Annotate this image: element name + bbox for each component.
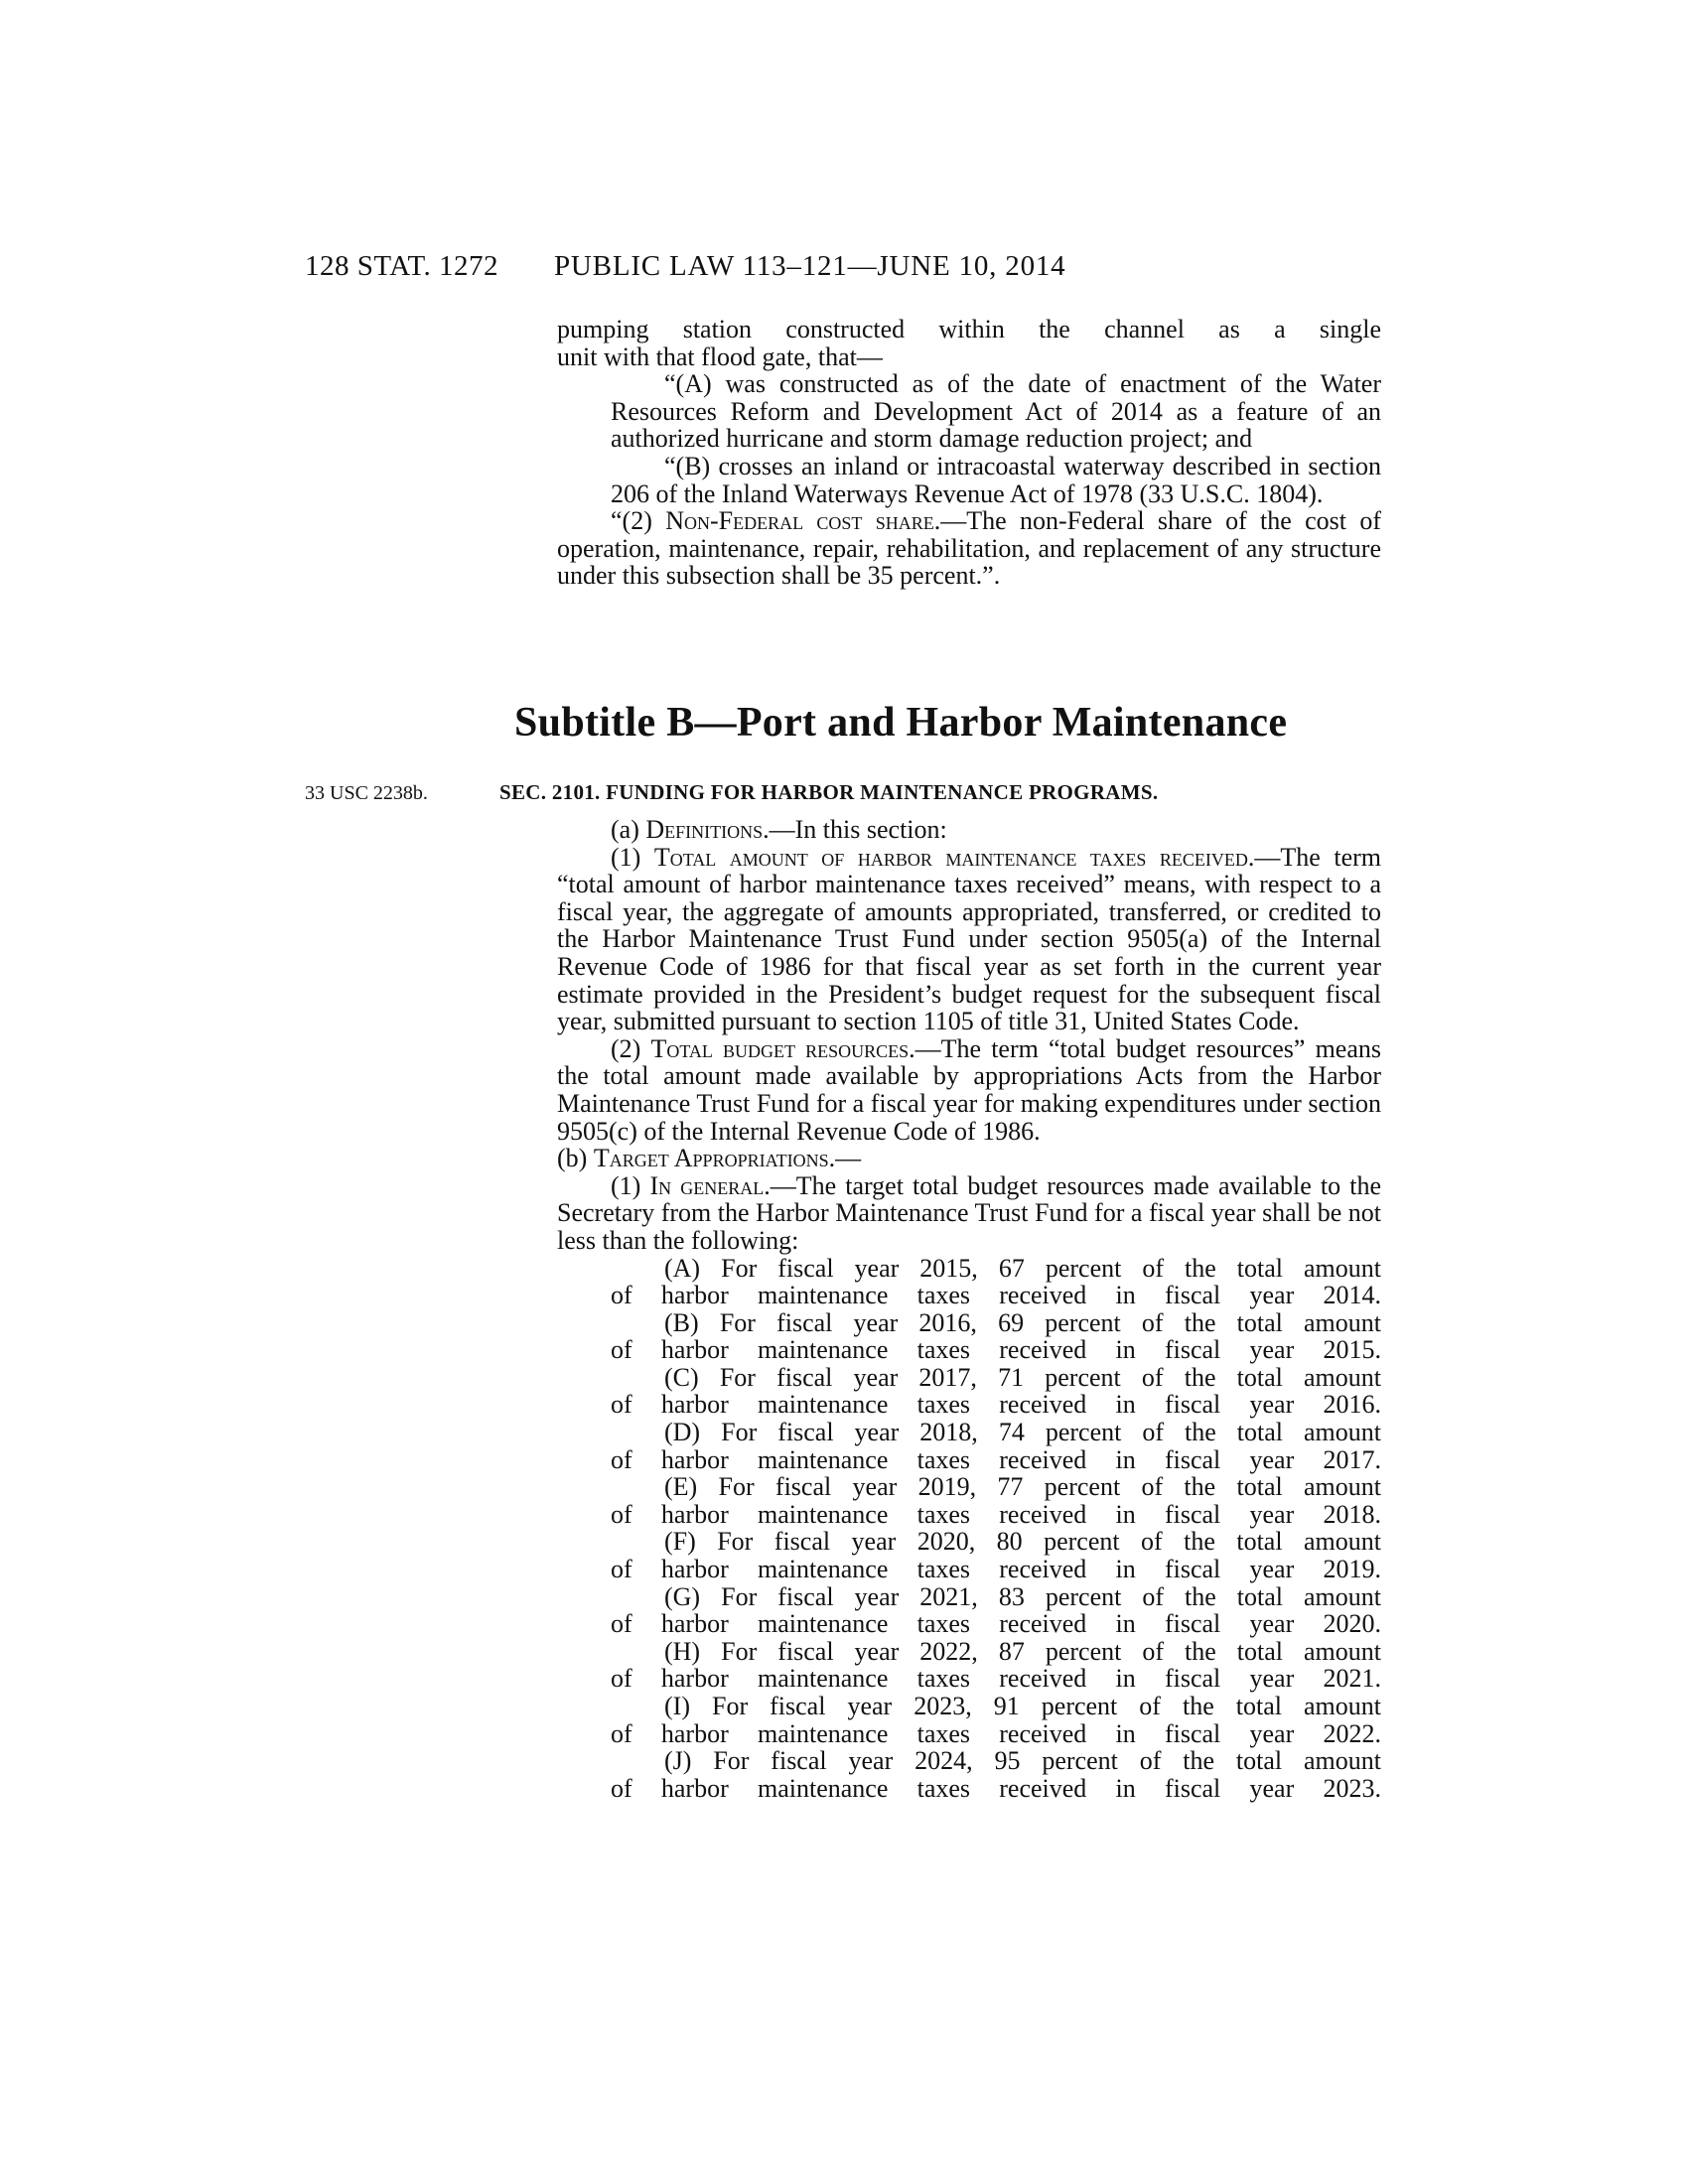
target-item-d-line-1: (D) For fiscal year 2018, 74 percent of the total amount: [664, 1418, 1381, 1447]
target-list: [557, 1255, 1381, 1803]
subsection-b-heading: Target Appropriations: [593, 1144, 829, 1173]
paragraph-2-number: “(2): [611, 506, 666, 536]
subsection-b: [557, 1145, 1381, 1172]
target-item-h-line-1: (H) For fiscal year 2022, 87 percent of the total amount: [664, 1636, 1381, 1666]
subsection-a: [557, 816, 1381, 844]
section-heading: SEC. 2101. FUNDING FOR HARBOR MAINTENANCE PROGRAMS.: [499, 780, 1159, 804]
subsection-a-heading: Definitions: [645, 815, 764, 844]
target-item-g-line-2: of harbor maintenance taxes received in fiscal year 2020.: [611, 1609, 1381, 1639]
target-item-e-line-2: of harbor maintenance taxes received in fiscal year 2018.: [611, 1499, 1381, 1529]
target-item-e-line-1: (E) For fiscal year 2019, 77 percent of the total amount: [664, 1472, 1381, 1502]
target-item-b-line-2: of harbor maintenance taxes received in fiscal year 2015.: [611, 1335, 1381, 1365]
paragraph-2-heading: Non-Federal cost share: [665, 506, 934, 536]
target-item-d-line-2: of harbor maintenance taxes received in fiscal year 2017.: [611, 1444, 1381, 1474]
general-paragraph-number: (1): [611, 1170, 650, 1200]
target-item-f-line-2: of harbor maintenance taxes received in fiscal year 2019.: [611, 1555, 1381, 1584]
target-item-i-line-2: of harbor maintenance taxes received in fiscal year 2022.: [611, 1718, 1381, 1748]
definition-1: [557, 844, 1381, 1035]
target-item-c-line-1: (C) For fiscal year 2017, 71 percent of the total amount: [664, 1362, 1381, 1392]
general-paragraph-text: .—The target total budget resources made available to the Secretary from the Harbor Maintenance Trust Fund for a fiscal year shall be not less than the following:: [557, 1170, 1381, 1255]
paragraph-2-text: .—The non-Federal share of the cost of operation, maintenance, repair, rehabilitation, and replacement of any structure under this subsection shall be 35 percent.”.: [557, 506, 1382, 591]
target-item-j-line-1: (J) For fiscal year 2024, 95 percent of the total amount: [664, 1746, 1381, 1776]
clause-b: “(B) crosses an inland or intracoastal waterway described in section 206 of the Inland Waterways Revenue Act of 1978 (33 U.S.C. 1804).: [611, 451, 1381, 508]
target-item-i-line-1: (I) For fiscal year 2023, 91 percent of the total amount: [664, 1692, 1381, 1720]
target-item-c-line-2: of harbor maintenance taxes received in fiscal year 2016.: [611, 1390, 1381, 1420]
subtitle-heading: Subtitle B—Port and Harbor Maintenance: [514, 700, 1288, 746]
running-head-title: PUBLIC LAW 113–121—JUNE 10, 2014: [554, 250, 1066, 282]
intro-line-2: unit with that flood gate, that—: [557, 341, 883, 371]
target-item-f-line-1: (F) For fiscal year 2020, 80 percent of the total amount: [664, 1527, 1381, 1557]
general-paragraph-heading: In general: [649, 1170, 765, 1200]
definition-1-heading: Total amount of harbor maintenance taxes received: [653, 842, 1248, 872]
subsection-a-number: (a): [611, 815, 646, 844]
subsection-b-text: .—: [828, 1144, 862, 1173]
subsection-a-text: .—In this section:: [763, 815, 947, 844]
definition-2-number: (2): [611, 1033, 651, 1063]
target-item-b-line-1: (B) For fiscal year 2016, 69 percent of the total amount: [664, 1307, 1381, 1337]
definition-2: [557, 1035, 1381, 1145]
definition-1-text: .—The term “total amount of harbor maintenance taxes received” means, with respect to a fiscal year, the aggregate of amounts appropriated, transferred, or credited to the Harbor Maintenance Trust Fund under section 9505(a) of the Internal Revenue Code of 1986 for that fiscal year as set forth in the current year estimate provided in the President’s budget request for the subsequent fiscal year, submitted pursuant to section 1105 of title 31, United States Code.: [557, 842, 1382, 1036]
intro-line-1: pumping station constructed within the channel as a single: [557, 315, 1381, 343]
general-paragraph: [557, 1172, 1381, 1255]
definition-2-text: .—The term “total budget resources” means the total amount made available by appropriations Acts from the Harbor Maintenance Trust Fund for a fiscal year for making expenditures under section 9505(c) of the Internal Revenue Code of 1986.: [557, 1033, 1381, 1146]
section-body: [557, 816, 1381, 1802]
target-item-j-line-2: of harbor maintenance taxes received in fiscal year 2023.: [611, 1773, 1381, 1803]
margin-citation: 33 USC 2238b.: [305, 782, 428, 804]
stat-reference: 128 STAT. 1272: [305, 250, 499, 282]
definition-1-number: (1): [611, 842, 654, 872]
target-item-a-line-2: of harbor maintenance taxes received in fiscal year 2014.: [611, 1281, 1381, 1310]
target-item-h-line-2: of harbor maintenance taxes received in fiscal year 2021.: [611, 1664, 1381, 1694]
paragraph-2: [557, 507, 1381, 590]
continuation-block: [557, 316, 1381, 590]
target-item-a-line-1: (A) For fiscal year 2015, 67 percent of the total amount: [664, 1253, 1381, 1283]
clause-a: “(A) was constructed as of the date of enactment of the Water Resources Reform and Development Act of 2014 as a feature of an authorized hurricane and storm damage reduction project; and: [611, 369, 1381, 454]
definition-2-heading: Total budget resources: [650, 1033, 910, 1063]
page-header: [0, 250, 1688, 290]
target-item-g-line-1: (G) For fiscal year 2021, 83 percent of the total amount: [664, 1581, 1381, 1611]
subsection-b-number: (b): [557, 1144, 594, 1173]
